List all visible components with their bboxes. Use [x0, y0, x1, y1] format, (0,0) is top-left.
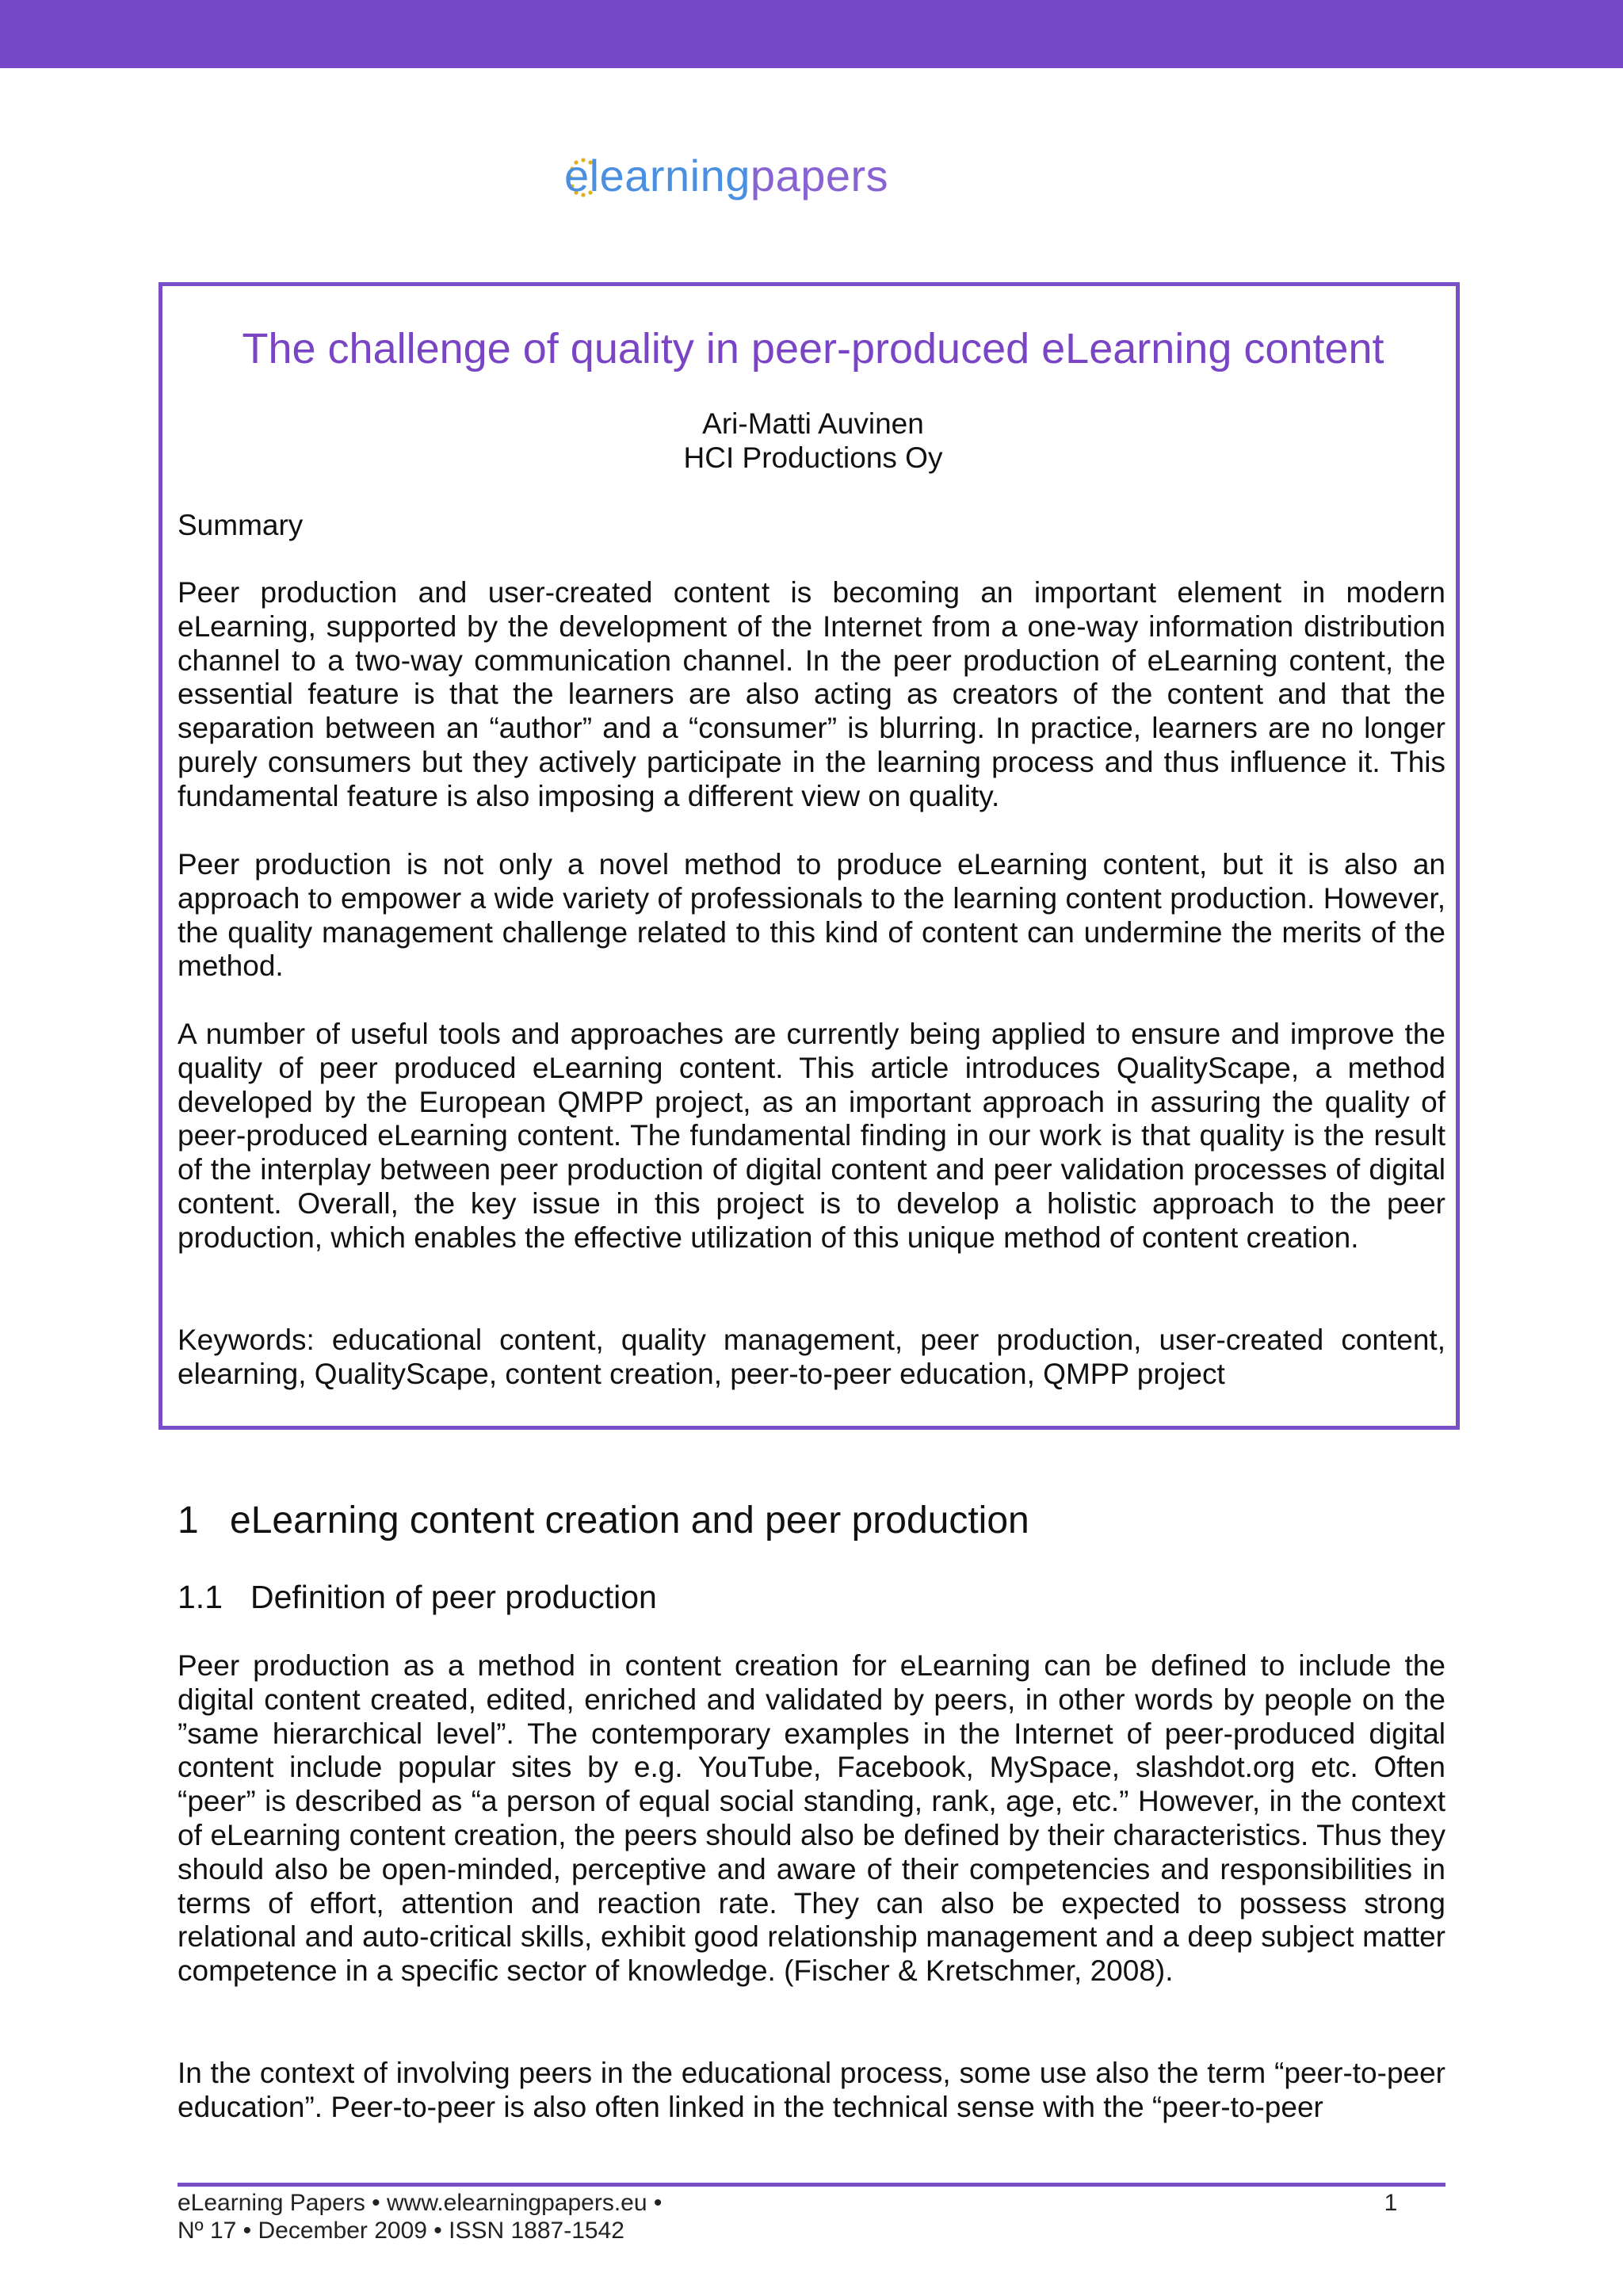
summary-paragraph: Peer production and user-created content is becoming an important element in modern eLearning, supported by the development of the Internet from a one-way information distribution channel to a two-way communication channel. In the peer production of eLearning content, the essential feature is that the learners are also acting as creators of the content and that the separation between an “author” and a “consumer” is blurring. In practice, learners are no longer purely consumers but they actively participate in the learning process and thus influence it. This fundamental feature is also imposing a different view on quality.: [178, 576, 1445, 812]
author-affiliation: HCI Productions Oy: [683, 441, 943, 474]
top-color-band: [0, 0, 1623, 68]
subsection-title: Definition of peer production: [250, 1579, 657, 1615]
subsection-number: 1.1: [178, 1579, 223, 1615]
summary-paragraph: A number of useful tools and approaches are currently being applied to ensure and improve the quality of peer produced eLearning content. This article introduces QualityScape, a method developed by the European QMPP project, as an important approach in assuring the quality of peer-produced eLearning content. The fundamental finding in our work is that quality is the result of the interplay between peer production of digital content and peer validation processes of digital content. Overall, the key issue in this project is to develop a holistic approach to the peer production, which enables the effective utilization of this unique method of content creation.: [178, 1018, 1445, 1254]
body-paragraph: Peer production as a method in content creation for eLearning can be defined to include the digital content created, edited, enriched and validated by peers, in other words by people on the ”same hierarchical level”. The contemporary examples in the Internet of peer-produced digital content include popular sites by e.g. YouTube, Facebook, MySpace, slashdot.org etc. Often “peer” is described as “a person of equal social standing, rank, age, etc.” However, in the context of eLearning content creation, the peers should also be defined by their characteristics. Thus they should also be open-minded, perceptive and aware of their competencies and responsibilities in terms of effort, attention and reaction rate. They can also be expected to possess strong relational and auto-critical skills, exhibit good relationship management and a deep subject matter competence in a specific sector of knowledge. (Fischer & Kretschmer, 2008).: [178, 1649, 1445, 1988]
elearningpapers-logo[interactable]: [564, 147, 888, 203]
logo-e: e: [564, 150, 590, 201]
footer-publication: eLearning Papers • www.elearningpapers.eu •: [178, 2190, 663, 2216]
logo-papers: papers: [750, 150, 889, 201]
paper-title: The challenge of quality in peer-produced eLearning content: [242, 325, 1384, 372]
section-title: eLearning content creation and peer production: [230, 1499, 1029, 1541]
logo-learning: learning: [589, 150, 750, 201]
section-heading: [178, 1498, 1029, 1544]
keywords-text: educational content, quality management, peer production, user-created content, elearning, QualityScape, content creation, peer-to-peer education, QMPP project: [178, 1324, 1445, 1390]
keywords: [178, 1324, 1445, 1392]
footer-divider: [178, 2183, 1445, 2187]
summary-paragraph: Peer production is not only a novel method to produce eLearning content, but it is also an approach to empower a wide variety of professionals to the learning content production. However, the quality management challenge related to this kind of content can undermine the merits of the method.: [178, 848, 1445, 983]
page-number: 1: [1384, 2190, 1398, 2216]
subsection-heading: [178, 1577, 657, 1617]
author-name: Ari-Matti Auvinen: [702, 407, 924, 440]
keywords-label: Keywords:: [178, 1324, 315, 1356]
body-paragraph: In the context of involving peers in the educational process, some use also the term “peer-to-peer education”. Peer-to-peer is also often linked in the technical sense with the “peer-to-peer: [178, 2057, 1445, 2123]
summary-heading: Summary: [178, 509, 304, 541]
footer-issue: Nº 17 • December 2009 • ISSN 1887-1542: [178, 2218, 624, 2244]
section-number: 1: [178, 1499, 199, 1541]
